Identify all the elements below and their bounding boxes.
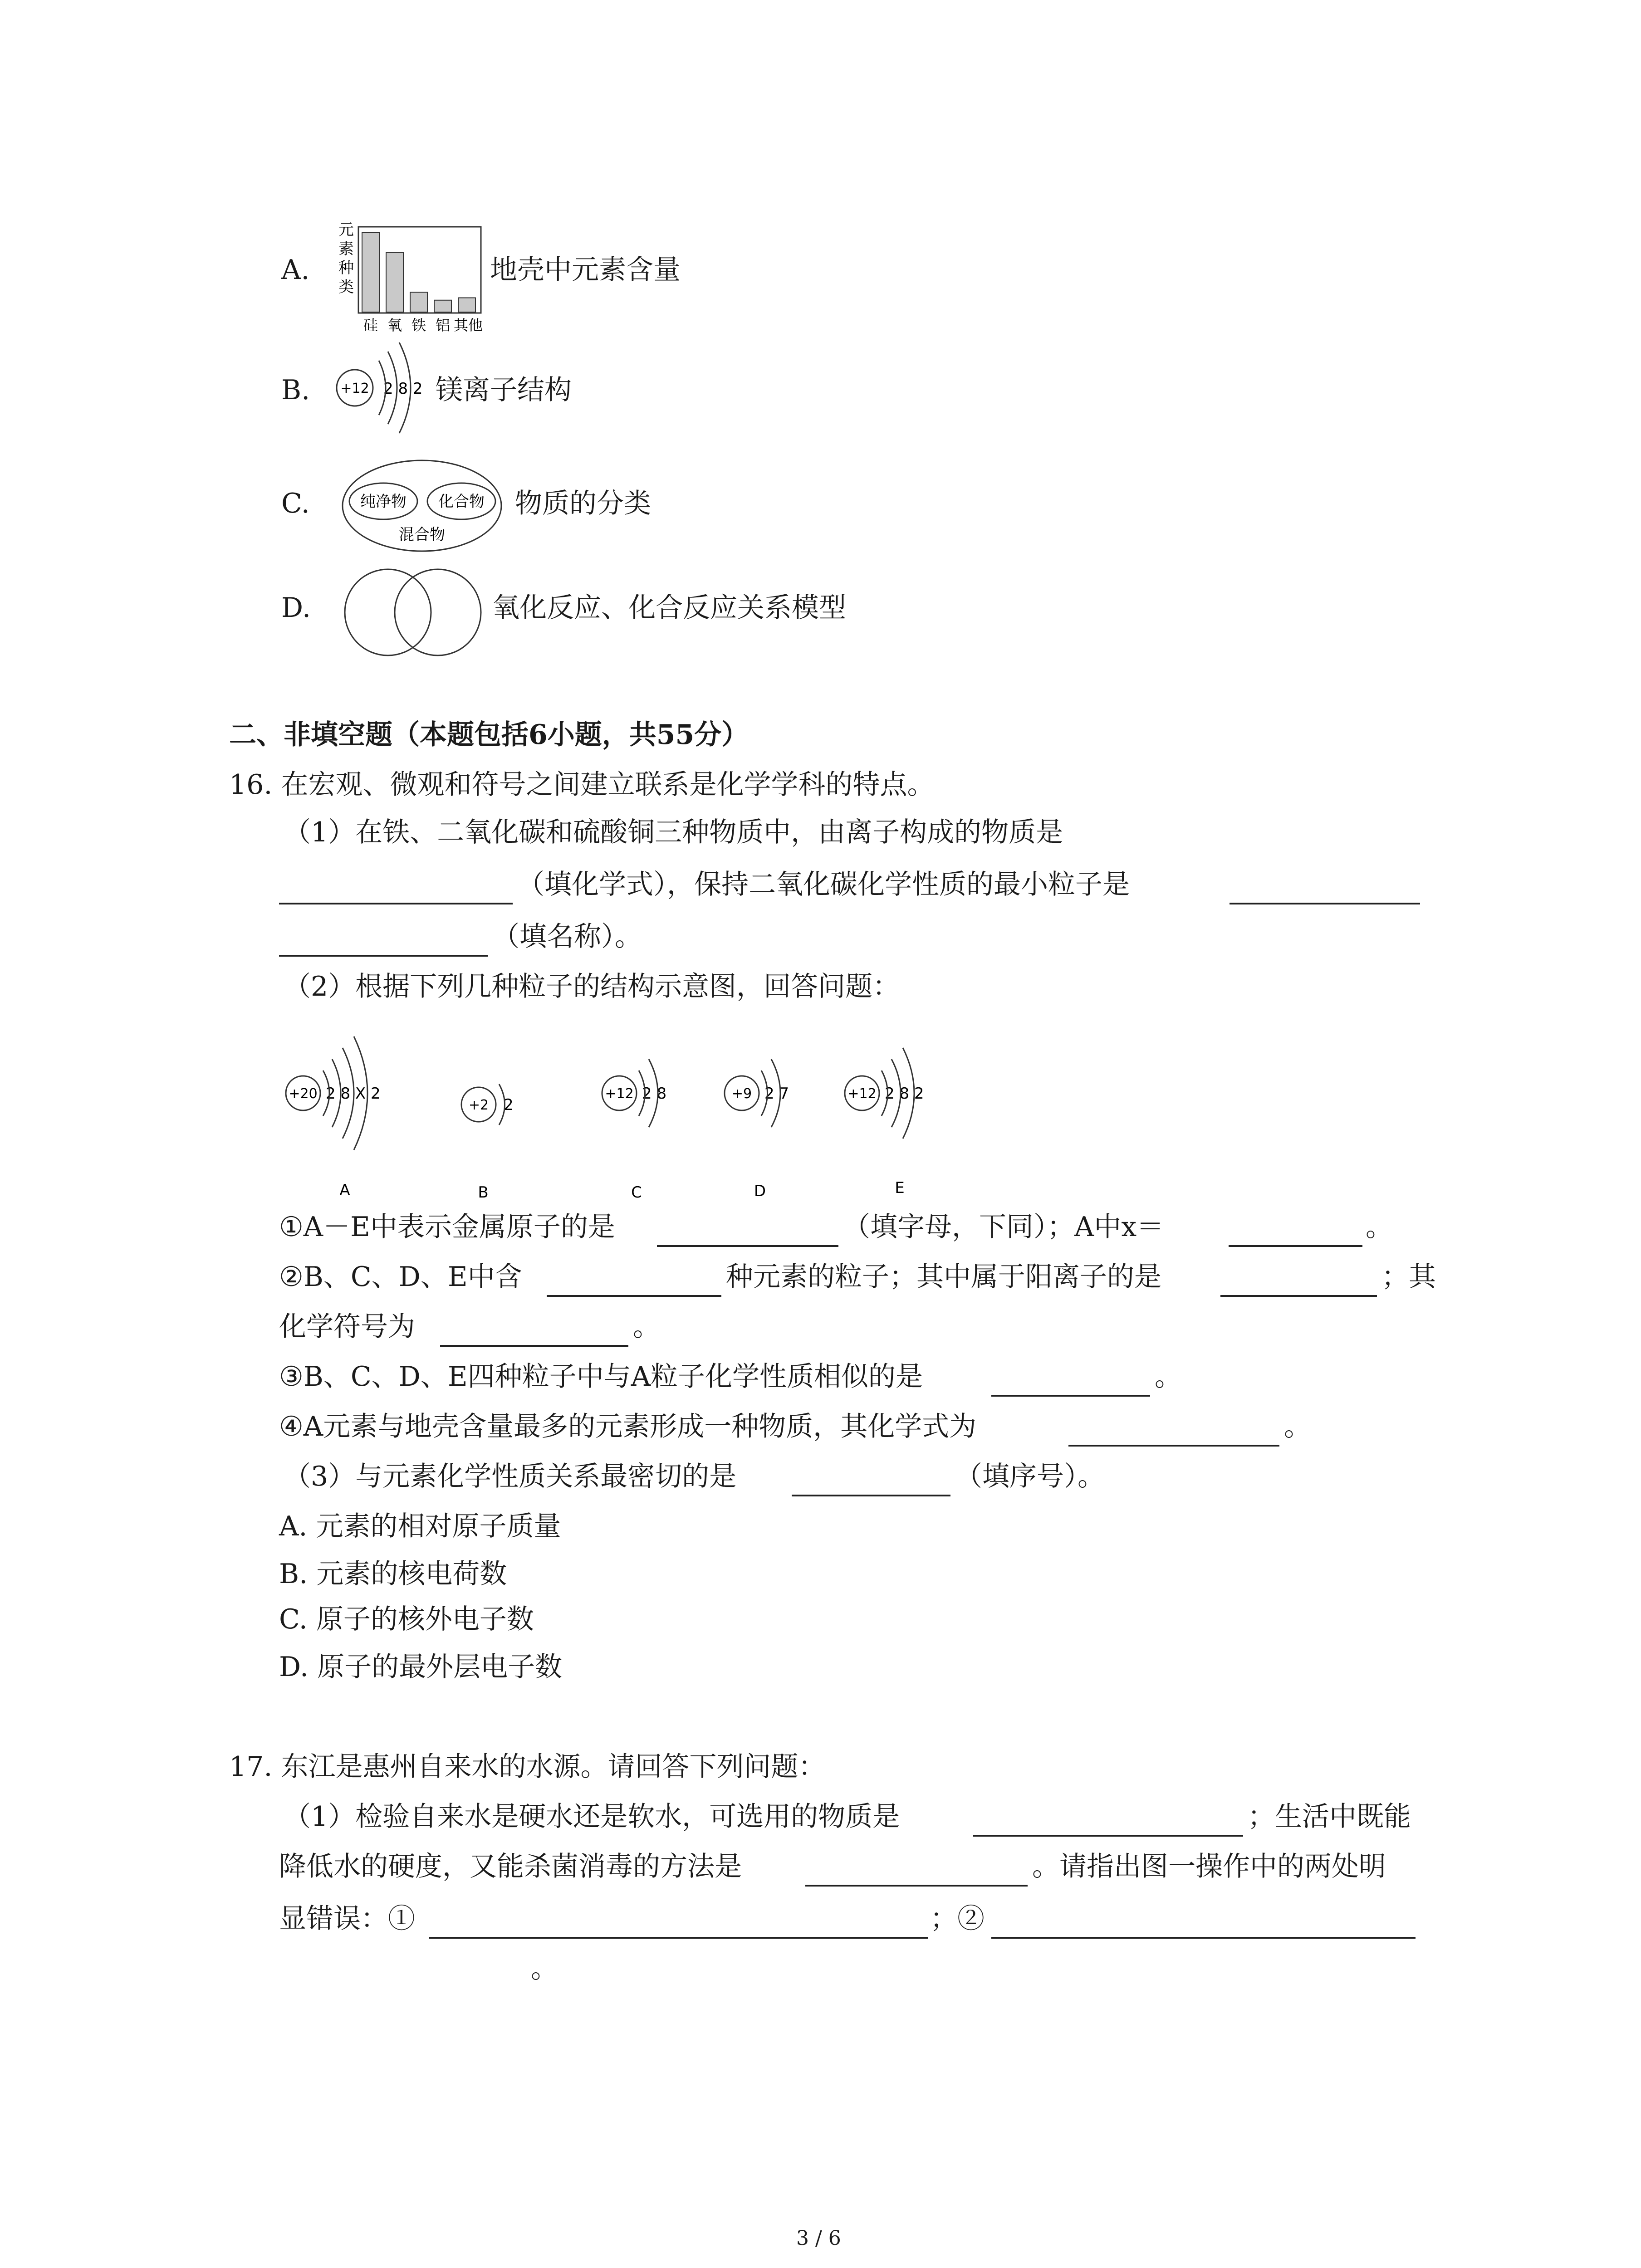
reaction-venn-diagram bbox=[336, 567, 495, 662]
option-d-caption: 氧化反应、化合反应关系模型 bbox=[492, 592, 846, 624]
answer-blank[interactable] bbox=[991, 1395, 1150, 1397]
ylabel-char: 种 bbox=[338, 259, 354, 277]
q17-stem: 17. 东江是惠州自来水的水源。请回答下列问题： bbox=[229, 1751, 826, 1783]
q16-sub1-a: ①A－E中表示金属原子的是 bbox=[279, 1211, 615, 1243]
q16-part1-line2: （填化学式），保持二氧化碳化学性质的最小粒子是 bbox=[517, 869, 1130, 900]
q16-option-b: B. 元素的核电荷数 bbox=[279, 1558, 507, 1590]
q17-line3-b: ；② bbox=[930, 1903, 985, 1935]
particle-c bbox=[602, 1059, 666, 1202]
q16-sub4-a: ④A元素与地壳含量最多的元素形成一种物质，其化学式为 bbox=[279, 1411, 977, 1442]
q16-sub3-a: ③B、C、D、E四种粒子中与A粒子化学性质相似的是 bbox=[279, 1361, 923, 1393]
q16-part2: （2）根据下列几种粒子的结构示意图，回答问题： bbox=[284, 971, 900, 1002]
q16-option-d: D. 原子的最外层电子数 bbox=[279, 1651, 563, 1683]
q16-sub2-c: ；其 bbox=[1381, 1261, 1436, 1293]
x-tick-label: 铁 bbox=[411, 317, 426, 334]
q16-sub2-b: 种元素的粒子；其中属于阳离子的是 bbox=[726, 1261, 1161, 1293]
svg-text:2 8: 2 8 bbox=[642, 1085, 667, 1103]
svg-text:+9: +9 bbox=[731, 1086, 752, 1102]
q16-part1-line1: （1）在铁、二氧化碳和硫酸铜三种物质中，由离子构成的物质是 bbox=[284, 816, 1063, 848]
answer-blank[interactable] bbox=[547, 1295, 721, 1297]
option-a-caption: 地壳中元素含量 bbox=[490, 254, 681, 286]
svg-text:+12: +12 bbox=[605, 1086, 634, 1102]
bar-铝 bbox=[434, 300, 451, 312]
answer-blank[interactable] bbox=[1229, 1245, 1362, 1247]
q17-line2-b: 。请指出图一操作中的两处明 bbox=[1032, 1851, 1386, 1882]
label-pure: 纯净物 bbox=[360, 493, 407, 511]
svg-text:+20: +20 bbox=[289, 1086, 318, 1102]
q16-part1-line3: （填名称）。 bbox=[492, 921, 642, 953]
x-tick-label: 铝 bbox=[435, 317, 451, 334]
option-a-letter: A. bbox=[281, 254, 310, 286]
particle-label: C bbox=[631, 1183, 642, 1202]
bar-其他 bbox=[458, 298, 475, 313]
svg-text:2: 2 bbox=[504, 1096, 514, 1114]
particle-e bbox=[845, 1048, 924, 1197]
answer-blank[interactable] bbox=[429, 1937, 928, 1939]
svg-text:+2: +2 bbox=[468, 1097, 489, 1113]
q16-option-a: A. 元素的相对原子质量 bbox=[279, 1510, 561, 1542]
svg-text:2 8 2: 2 8 2 bbox=[885, 1085, 924, 1103]
particle-structure-diagrams bbox=[272, 1002, 975, 1216]
answer-blank[interactable] bbox=[1068, 1445, 1279, 1447]
q17-line2-a: 降低水的硬度，又能杀菌消毒的方法是 bbox=[279, 1851, 742, 1882]
answer-blank[interactable] bbox=[805, 1885, 1028, 1887]
particle-label: B bbox=[478, 1183, 489, 1202]
q17-line3-a: 显错误：① bbox=[279, 1903, 415, 1935]
q16-part3-b: （填序号）。 bbox=[955, 1461, 1105, 1492]
q17-line1-a: （1）检验自来水是硬水还是软水，可选用的物质是 bbox=[284, 1801, 900, 1833]
option-b-letter: B. bbox=[281, 374, 310, 406]
option-c-caption: 物质的分类 bbox=[515, 488, 651, 519]
x-tick-label: 硅 bbox=[363, 317, 378, 334]
label-mixture: 混合物 bbox=[399, 526, 445, 544]
label-compound: 化合物 bbox=[438, 493, 485, 511]
q17-line4: 。 bbox=[531, 1953, 558, 1984]
answer-blank[interactable] bbox=[991, 1937, 1416, 1939]
page-number: 3 / 6 bbox=[796, 2227, 841, 2250]
q17-line1-b: ；生活中既能 bbox=[1248, 1801, 1411, 1833]
particle-d bbox=[725, 1059, 789, 1200]
particle-b bbox=[461, 1084, 514, 1202]
magnesium-ion-diagram bbox=[331, 327, 436, 449]
section-heading: 二、非填空题（本题包括6小题，共55分） bbox=[229, 719, 749, 751]
answer-blank[interactable] bbox=[973, 1835, 1243, 1837]
x-tick-label: 其他 bbox=[453, 317, 483, 334]
substance-classification-diagram bbox=[338, 456, 510, 556]
ylabel-char: 元 bbox=[338, 221, 354, 239]
svg-text:+12: +12 bbox=[847, 1086, 877, 1102]
ylabel-char: 素 bbox=[338, 240, 354, 258]
svg-text:2 7: 2 7 bbox=[764, 1085, 789, 1103]
option-d-letter: D. bbox=[281, 592, 311, 624]
bar-氧 bbox=[386, 253, 403, 312]
answer-blank[interactable] bbox=[1230, 903, 1420, 904]
q16-stem: 16. 在宏观、微观和符号之间建立联系是化学学科的特点。 bbox=[229, 769, 935, 801]
answer-blank[interactable] bbox=[657, 1245, 838, 1247]
bar-硅 bbox=[362, 233, 379, 312]
q16-sub3-b: 。 bbox=[1155, 1361, 1182, 1393]
q16-sub2-a: ②B、C、D、E中含 bbox=[279, 1261, 522, 1293]
particle-label: A bbox=[339, 1181, 350, 1199]
shell-electrons: 2 8 2 bbox=[383, 380, 423, 398]
particle-label: D bbox=[754, 1182, 766, 1200]
svg-text:2 8 X 2: 2 8 X 2 bbox=[326, 1085, 381, 1103]
bar-铁 bbox=[410, 292, 427, 312]
option-c-letter: C. bbox=[281, 488, 310, 519]
answer-blank[interactable] bbox=[1220, 1295, 1377, 1297]
answer-blank[interactable] bbox=[279, 955, 488, 957]
q16-part3-a: （3）与元素化学性质关系最密切的是 bbox=[284, 1461, 737, 1492]
q16-sub1-c: 。 bbox=[1366, 1211, 1393, 1243]
answer-blank[interactable] bbox=[792, 1495, 950, 1496]
q16-sub1-b: （填字母，下同）；A中x＝ bbox=[843, 1211, 1164, 1243]
element-content-bar-chart bbox=[331, 218, 485, 336]
answer-blank[interactable] bbox=[279, 903, 513, 904]
q16-option-c: C. 原子的核外电子数 bbox=[279, 1603, 534, 1635]
q16-sub2-e: 。 bbox=[633, 1311, 660, 1343]
option-b-caption: 镁离子结构 bbox=[436, 374, 572, 406]
answer-blank[interactable] bbox=[440, 1345, 628, 1347]
particle-a bbox=[286, 1036, 381, 1199]
particle-label: E bbox=[895, 1179, 905, 1197]
x-tick-label: 氧 bbox=[387, 317, 402, 334]
q16-sub2-d: 化学符号为 bbox=[279, 1311, 415, 1343]
nucleus-charge: +12 bbox=[340, 381, 369, 396]
ylabel-char: 类 bbox=[338, 278, 354, 296]
q16-sub4-b: 。 bbox=[1284, 1411, 1311, 1442]
